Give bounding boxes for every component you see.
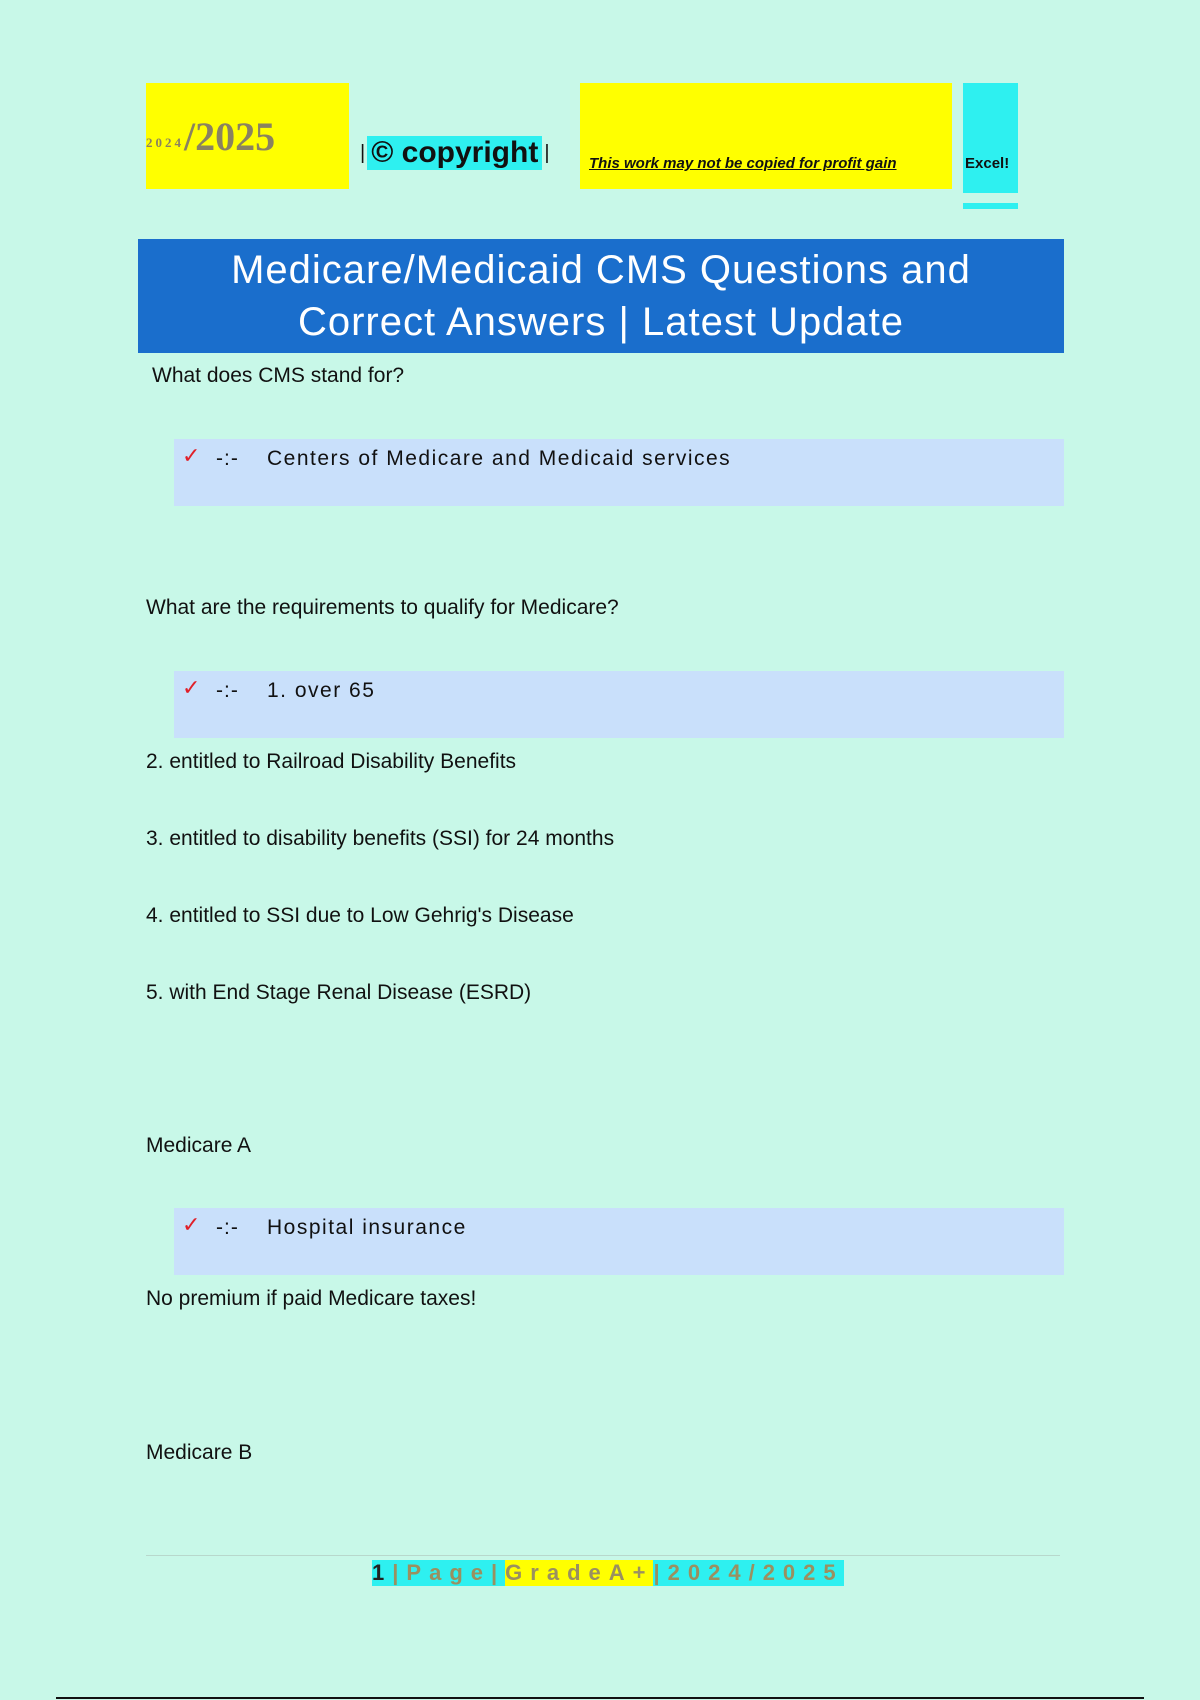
title-line-1: Medicare/Medicaid CMS Questions and	[231, 248, 971, 292]
answer-3-box	[174, 1208, 1064, 1275]
answer-1-box	[174, 439, 1064, 506]
answer-3-note: No premium if paid Medicare taxes!	[146, 1287, 477, 1310]
copyright-label	[358, 133, 552, 173]
requirement-4: 4. entitled to SSI due to Low Gehrig's Disease	[146, 904, 574, 927]
year-start: 2024	[146, 135, 184, 150]
page-footer	[372, 1558, 844, 1588]
check-icon: ✓	[182, 443, 201, 468]
document-title	[138, 239, 1064, 353]
title-line-2: Correct Answers | Latest Update	[297, 300, 905, 344]
year-end: /2025	[184, 113, 276, 159]
requirement-3: 3. entitled to disability benefits (SSI) for 24 months	[146, 827, 615, 850]
notice-banner	[580, 83, 952, 189]
excel-underbar	[963, 203, 1018, 209]
answer-2: 1. over 65	[267, 679, 376, 702]
footer-page-number: 1	[372, 1560, 393, 1585]
answer-2-box	[174, 671, 1064, 738]
check-icon: ✓	[182, 1212, 201, 1237]
footer-page-label: |Page|	[392, 1560, 506, 1585]
excel-text: Excel!	[965, 155, 1010, 172]
footer-grade: GradeA+	[505, 1560, 654, 1585]
copyright-text: © copyright	[367, 136, 542, 170]
bottom-rule	[56, 1697, 1144, 1699]
requirement-2: 2. entitled to Railroad Disability Benefits	[146, 750, 517, 773]
notice-text: This work may not be copied for profit gain	[589, 155, 897, 172]
copyright-bar-left: |	[360, 141, 366, 164]
answer-separator: -:-	[216, 447, 239, 470]
excel-badge	[963, 83, 1018, 193]
answer-separator: -:-	[216, 679, 239, 702]
answer-separator: -:-	[216, 1216, 239, 1239]
year-banner	[146, 83, 349, 189]
question-4: Medicare B	[146, 1441, 253, 1464]
footer-year: |2024/2025	[653, 1560, 844, 1585]
answer-3: Hospital insurance	[267, 1216, 467, 1239]
question-1: What does CMS stand for?	[152, 364, 405, 387]
check-icon: ✓	[182, 675, 201, 700]
answer-1: Centers of Medicare and Medicaid services	[267, 447, 732, 470]
requirement-5: 5. with End Stage Renal Disease (ESRD)	[146, 981, 532, 1004]
question-2: What are the requirements to qualify for Medicare?	[146, 596, 619, 619]
footer-divider	[146, 1555, 1060, 1556]
question-3: Medicare A	[146, 1134, 252, 1157]
copyright-bar-right: |	[544, 141, 550, 164]
